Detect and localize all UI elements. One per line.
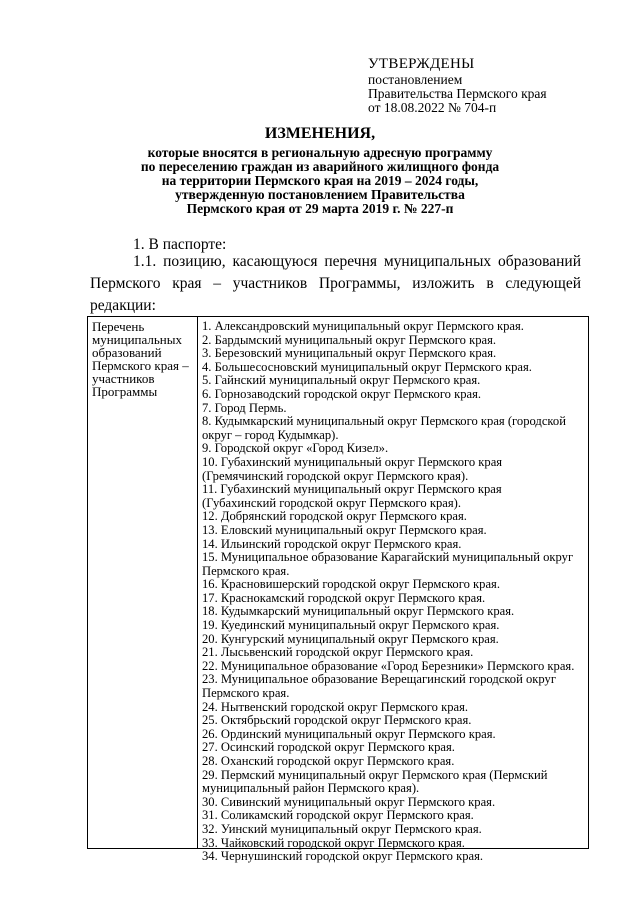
list-item: 4. Большесосновский муниципальный округ Пермского края. — [202, 359, 532, 374]
approval-line: Правительства Пермского края — [368, 86, 547, 101]
paragraph-line: редакции: — [90, 297, 156, 314]
table-label-cell — [92, 320, 197, 398]
list-item: Пермского края. — [202, 686, 290, 701]
paragraph-line: 1.1. позицию, касающуюся перечня муниципальных образований — [133, 253, 581, 270]
list-item: 3. Березовский муниципальный округ Пермского края. — [202, 346, 497, 361]
list-item: 6. Горнозаводский городской округ Пермского края. — [202, 386, 482, 401]
heading-line: утвержденную постановлением Правительства — [175, 187, 465, 202]
approval-stamp — [368, 56, 630, 115]
list-item: 31. Соликамский городской округ Пермского края. — [202, 808, 474, 823]
document-heading — [100, 124, 540, 216]
approval-title: УТВЕРЖДЕНЫ — [368, 56, 475, 72]
paragraph-line: Пермского края – участников Программы, изложить в следующей — [90, 275, 581, 292]
list-item: муниципальный район Пермского края). — [202, 781, 420, 796]
list-item: 17. Краснокамский городской округ Пермского края. — [202, 590, 486, 605]
paragraph-1-1 — [90, 251, 581, 317]
approval-line: постановлением — [368, 72, 463, 87]
list-item: 30. Сивинский муниципальный округ Пермского края. — [202, 794, 496, 809]
approval-line: от 18.08.2022 № 704-п — [368, 100, 497, 115]
list-item: 20. Кунгурский муниципальный округ Пермского края. — [202, 631, 499, 646]
heading-line: Пермского края от 29 марта 2019 г. № 227-п — [186, 201, 454, 216]
list-item: 33. Чайковский городской округ Пермского края. — [202, 835, 465, 850]
table-label-line: Программы — [92, 384, 158, 399]
list-item: 25. Октябрьский городской округ Пермского края. — [202, 713, 472, 728]
list-item: округ – город Кудымкар). — [202, 427, 339, 442]
list-item: 23. Муниципальное образование Верещагинский городской округ — [202, 672, 556, 687]
list-item: 22. Муниципальное образование «Город Березники» Пермского края. — [202, 658, 575, 673]
list-item: 18. Кудымкарский муниципальный округ Пермского края. — [202, 604, 515, 619]
list-item: 2. Бардымский муниципальный округ Пермского края. — [202, 332, 497, 347]
list-item: 29. Пермский муниципальный округ Пермского края (Пермский — [202, 767, 548, 782]
table-divider — [197, 317, 198, 848]
list-item: 15. Муниципальное образование Карагайский муниципальный округ — [202, 550, 574, 565]
heading-line: на территории Пермского края на 2019 – 2024 годы, — [161, 173, 479, 188]
list-item: 12. Добрянский городской округ Пермского края. — [202, 509, 467, 524]
list-item: 11. Губахинский муниципальный округ Пермского края — [202, 482, 502, 497]
section-1-heading: 1. В паспорте: — [133, 236, 227, 253]
list-item: 28. Оханский городской округ Пермского края. — [202, 754, 455, 768]
list-item: 26. Ординский муниципальный округ Пермского края. — [202, 726, 496, 741]
list-item: (Гремячинский городской округ Пермского края). — [202, 468, 469, 483]
list-item: 10. Губахинский муниципальный округ Пермского края — [202, 454, 503, 469]
list-item: 14. Ильинский городской округ Пермского края. — [202, 536, 462, 551]
table-label-line: муниципальных — [92, 332, 183, 347]
list-item: 8. Кудымкарский муниципальный округ Пермского края (городской — [202, 414, 566, 429]
list-item: (Губахинский городской округ Пермского края). — [202, 495, 461, 510]
heading-line: которые вносятся в региональную адресную программу — [147, 145, 493, 160]
table-label-line: образований — [92, 345, 162, 360]
heading-title: ИЗМЕНЕНИЯ, — [264, 125, 376, 142]
table-label-line: Пермского края – — [92, 358, 189, 373]
table-label-line: участников — [92, 371, 155, 386]
list-item: 19. Куединский муниципальный округ Пермского края. — [202, 618, 500, 633]
list-item: 34. Чернушинский городской округ Пермского края. — [202, 849, 484, 864]
list-item: 5. Гайнский муниципальный округ Пермского края. — [202, 373, 481, 388]
list-item: 1. Александровский муниципальный округ Пермского края. — [202, 319, 524, 333]
list-item: 32. Уинский муниципальный округ Пермского края. — [202, 821, 482, 836]
municipalities-table — [87, 316, 589, 864]
list-item: Пермского края. — [202, 563, 290, 578]
list-item: 9. Городской округ «Город Кизел». — [202, 441, 389, 456]
municipalities-list — [202, 320, 588, 864]
list-item: 27. Осинский городской округ Пермского края. — [202, 740, 455, 755]
list-item: 7. Город Пермь. — [202, 400, 287, 415]
table-label-line: Перечень — [92, 319, 145, 334]
list-item: 16. Красновишерский городской округ Пермского края. — [202, 577, 500, 592]
heading-line: по переселению граждан из аварийного жилищного фонда — [140, 159, 500, 174]
list-item: 24. Нытвенский городской округ Пермского края. — [202, 699, 469, 714]
list-item: 13. Еловский муниципальный округ Пермского края. — [202, 522, 487, 537]
list-item: 21. Лысьвенский городской округ Пермского края. — [202, 645, 474, 660]
